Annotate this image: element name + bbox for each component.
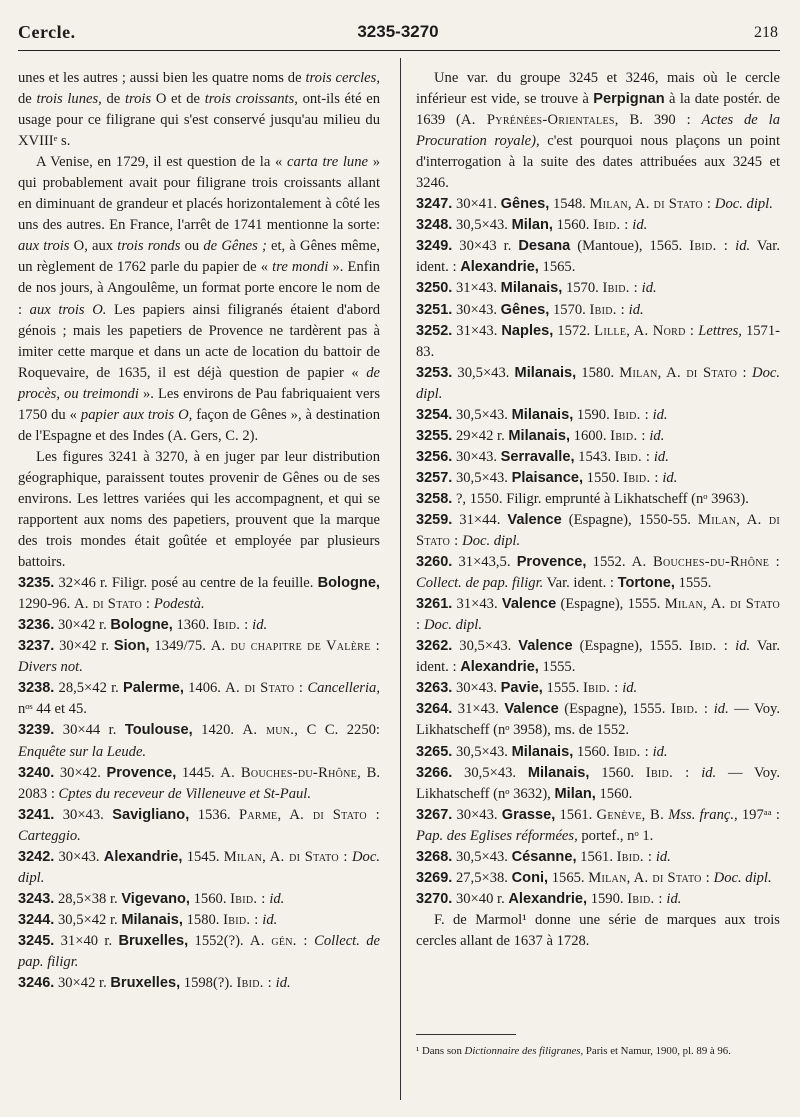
entry-sc: Milan, A. di Stato :	[416, 596, 780, 634]
entry-it: Cancelleria,	[303, 680, 380, 697]
entry-b: 1555.	[542, 680, 584, 697]
entry-it: id.	[658, 469, 678, 486]
entry-a: 30×43 r.	[452, 238, 519, 255]
entry-a: 30×43.	[452, 301, 501, 318]
entry-sc: Ibid. :	[613, 406, 649, 423]
entry-num: 3246.	[18, 975, 55, 992]
entry-sc: Parme, A. di Stato :	[238, 806, 380, 823]
header-rule	[18, 50, 780, 51]
entry-sc: Milan, A. di Stato :	[223, 848, 348, 865]
entry-sc: Ibid. :	[614, 448, 651, 465]
entry-list-right	[416, 194, 780, 910]
page-number: 218	[754, 24, 778, 41]
entry-place: Sion,	[113, 638, 150, 655]
entry-a: 27,5×38.	[452, 869, 512, 886]
entry-num: 3261.	[416, 596, 453, 613]
entry-place: Milanais,	[514, 364, 577, 381]
entry-a: 29×42 r.	[452, 427, 509, 444]
entry-place: Vigevano,	[121, 890, 190, 907]
entry-it: Collect. de pap. filigr.	[416, 575, 544, 592]
catalog-entry	[18, 973, 380, 994]
entry-place: Naples,	[501, 322, 554, 339]
entry-sc: Milan, A. di Stato :	[588, 869, 711, 886]
catalog-entry	[416, 889, 780, 910]
catalog-entry	[416, 678, 780, 699]
entry-num: 3237.	[18, 638, 55, 655]
entry-sc: A. di Stato :	[73, 596, 151, 613]
entry-it: Collect. de pap. filigr.	[18, 932, 380, 970]
entry-a: 30,5×43.	[452, 406, 512, 423]
entry-a: ?, 1550. Filigr. emprunté à Likhatscheff (nᵒ 3963).	[452, 490, 749, 507]
entry-place2: Alexandrie,	[460, 659, 539, 676]
entry-it: id.	[648, 743, 668, 760]
column-divider	[400, 58, 401, 1100]
entry-it: Doc. dipl.	[710, 869, 772, 886]
entry-num: 3252.	[416, 322, 453, 339]
catalog-entry	[416, 215, 780, 236]
entry-a: 32×46 r. Filigr. posé au centre de la feuille.	[54, 575, 318, 592]
entry-num: 3247.	[416, 196, 453, 213]
entry-place: Milanais,	[500, 280, 563, 297]
entry-d: 1565.	[538, 259, 576, 276]
catalog-entry	[18, 678, 380, 720]
catalog-entry	[18, 763, 380, 805]
entry-b: 1565.	[548, 869, 589, 886]
entry-it: id.	[258, 911, 278, 928]
header-section-title: Cercle.	[18, 22, 76, 42]
catalog-entry	[416, 594, 780, 636]
entry-b: 1536.	[189, 806, 239, 823]
entry-d: 1555.	[674, 575, 712, 592]
closing-paragraph: F. de Marmol¹ donne une série de marques aux trois cercles allant de 1637 à 1728.	[416, 911, 780, 949]
entry-a: 30×40 r.	[452, 890, 509, 907]
entry-num: 3250.	[416, 280, 453, 297]
entry-sc: A. Bouches-du-Rhône :	[631, 554, 780, 571]
entry-place2: Alexandrie,	[460, 259, 539, 276]
entry-a: 31×40 r.	[54, 932, 119, 949]
entry-place: Gênes,	[500, 301, 550, 318]
entry-a: 30×42 r.	[54, 975, 111, 992]
entry-place: Valence	[504, 701, 559, 718]
entry-sc: A. gén. :	[249, 932, 308, 949]
entry-place: Bologne,	[317, 575, 380, 592]
entry-it: Doc. dipl.	[458, 533, 521, 550]
entry-b: 1572.	[553, 322, 595, 339]
footnote: ¹ Dans son Dictionnaire des filigranes, Paris et Namur, 1900, pl. 89 à 96.	[416, 1045, 731, 1057]
entry-num: 3258.	[416, 490, 453, 507]
entry-num: 3245.	[18, 932, 55, 949]
entry-it: id.	[728, 238, 751, 255]
catalog-entry	[416, 636, 780, 678]
entry-num: 3259.	[416, 511, 453, 528]
entry-num: 3243.	[18, 890, 55, 907]
entry-place: Milan,	[511, 217, 553, 234]
entry-a: 31×44.	[452, 511, 508, 528]
entry-place: Serravalle,	[500, 448, 575, 465]
catalog-entry	[416, 552, 780, 594]
entry-sc: Ibid. :	[589, 301, 626, 318]
entry-place: Plaisance,	[511, 469, 584, 486]
entry-sc: Ibid. :	[689, 638, 729, 655]
entry-it: Divers not.	[18, 659, 83, 676]
entry-b: (Mantoue), 1565.	[570, 238, 690, 255]
catalog-entry	[416, 447, 780, 468]
entry-it: id.	[628, 217, 648, 234]
entry-a: 30,5×43.	[452, 764, 528, 781]
entry-it: id.	[652, 848, 671, 865]
entry-c: 197ᵃᵃ :	[737, 806, 780, 823]
entry-sc: Ibid. :	[212, 617, 249, 634]
entry-place: Bruxelles,	[118, 932, 189, 949]
entry-a: 30×42.	[54, 764, 107, 781]
entry-b: 1570.	[562, 280, 603, 297]
entry-sc: Ibid. :	[583, 680, 619, 697]
entry-place2: Tortone,	[617, 575, 675, 592]
entry-place2: Milan,	[554, 785, 596, 802]
entry-it: id.	[648, 406, 668, 423]
entry-place: Valence	[507, 511, 562, 528]
catalog-entry	[416, 805, 780, 847]
entry-b: 1445.	[176, 764, 221, 781]
entry-num: 3265.	[416, 743, 453, 760]
entry-d: 1555.	[538, 659, 576, 676]
entry-sc: Ibid. :	[627, 890, 663, 907]
entry-it: Carteggio.	[18, 827, 81, 844]
entry-num: 3248.	[416, 217, 453, 234]
entry-a: 31×43.	[452, 701, 505, 718]
entry-place: Gênes,	[500, 196, 550, 213]
entry-num: 3238.	[18, 680, 55, 697]
entry-b: 1545.	[182, 848, 224, 865]
entry-sc: Milan, A. di Stato :	[416, 511, 780, 550]
entry-sc: Milan, A. di Stato :	[589, 196, 712, 213]
entry-c: — Voy. Likhatscheff (nᵒ 3958), ms. de 1552.	[416, 701, 780, 739]
entry-place: Valence	[518, 638, 573, 655]
entry-it: id.	[272, 975, 291, 992]
entry-sc: Ibid. :	[223, 911, 259, 928]
entry-it: id.	[645, 427, 665, 444]
entry-b: 1580.	[576, 364, 620, 381]
entry-sc: Ibid. :	[645, 764, 690, 781]
entry-b: 1420.	[192, 722, 243, 739]
entry-b: 1560.	[573, 743, 614, 760]
entry-b: (Espagne), 1555.	[556, 596, 665, 613]
catalog-entry	[416, 300, 780, 321]
entry-sc: A. Bouches-du-Rhône,	[220, 764, 362, 781]
entry-num: 3254.	[416, 406, 453, 423]
entry-it: Podestà.	[150, 596, 205, 613]
entry-sc: Ibid. :	[689, 238, 729, 255]
entry-place: Milanais,	[527, 764, 590, 781]
entry-c: — Voy. Likhatscheff (nᵒ 3632),	[416, 764, 780, 802]
entry-place: Césanne,	[511, 848, 577, 865]
entry-place: Grasse,	[501, 806, 556, 823]
catalog-entry	[416, 321, 780, 363]
catalog-entry	[18, 889, 380, 910]
entry-it: Mss. franç.,	[664, 806, 738, 823]
entry-num: 3239.	[18, 722, 55, 739]
entry-a: 30,5×43.	[452, 638, 519, 655]
entry-num: 3268.	[416, 848, 453, 865]
entry-b: 1560.	[552, 217, 594, 234]
entry-b: (Espagne), 1550-55.	[561, 511, 698, 528]
entry-num: 3260.	[416, 554, 453, 571]
entry-c2: C C. 2250:	[298, 722, 380, 739]
entry-b: (Espagne), 1555.	[558, 701, 671, 718]
entry-c2: B. 2083 :	[18, 764, 380, 802]
entry-place: Alexandrie,	[103, 848, 183, 865]
entry-a: 28,5×38 r.	[54, 890, 122, 907]
entry-place: Milanais,	[511, 743, 574, 760]
running-header	[18, 18, 778, 48]
entry-it: Cptes du receveur de Villeneuve et St-Paul.	[58, 785, 312, 802]
entry-num: 3262.	[416, 638, 453, 655]
entry-b: (Espagne), 1555.	[572, 638, 690, 655]
entry-a: 30,5×42 r.	[54, 911, 122, 928]
entry-it: Enquête sur la Leude.	[18, 743, 147, 760]
entry-place: Provence,	[106, 764, 177, 781]
entry-it: id.	[728, 638, 751, 655]
entry-b: 1560.	[189, 890, 231, 907]
entry-sc: Ibid. :	[236, 975, 273, 992]
entry-it: Lettres,	[694, 322, 742, 339]
entry-it: id.	[625, 301, 644, 318]
catalog-entry	[18, 636, 380, 678]
catalog-entry	[18, 910, 380, 931]
entry-sc: Ibid. :	[602, 280, 638, 297]
entry-a: 31×43.	[452, 596, 502, 613]
entry-d: portef., nᵒ 1.	[577, 827, 654, 844]
entry-place: Palerme,	[123, 680, 184, 697]
entry-it: id.	[650, 448, 669, 465]
entry-b: 1560.	[589, 764, 646, 781]
paragraph-3: Les figures 3241 à 3270, à en juger par leur distribution géographique, paraissent toutes provenir de Gênes ou de ses environs. Les lettres variées qui les accompagnent, et qui se rapportent aux noms des papetiers, prouvent que la marque des trois mondes était goûtée et employée par plusieurs battoirs.	[18, 448, 380, 571]
entry-it: id.	[708, 701, 729, 718]
entry-num: 3242.	[18, 848, 55, 865]
entry-num: 3256.	[416, 448, 453, 465]
variant-note: Une var. du groupe 3245 et 3246, mais où le cercle inférieur est vide, se trouve à Perpignan à la date postér. de 1639 (A. Pyrénées-Orientales, B. 390 : Actes de la Procuration royale), c'est pourquoi nous plaçons un point d'interrogation à la suite des dates attribuées aux 3245 et 3246.	[416, 70, 781, 192]
entry-b: 1552(?).	[188, 932, 250, 949]
entry-b: 1570.	[549, 301, 590, 318]
entry-num: 3251.	[416, 301, 453, 318]
entry-it: Doc. dipl.	[416, 364, 780, 402]
entry-sc: Genève, B.	[596, 806, 665, 823]
entry-a: 30×42 r.	[54, 617, 111, 634]
entry-it: id.	[618, 680, 638, 697]
entry-it: id.	[265, 890, 285, 907]
catalog-entry	[416, 868, 780, 889]
entry-sc: Ibid. :	[610, 427, 646, 444]
paragraph-2: A Venise, en 1729, il est question de la « carta tre lune » qui probablement avait pour filigrane trois croissants allant en diminuant de grandeur et placés horizontalement à côté les uns des autres. En France, l'arrêt de 1741 mentionne la sorte: aux trois O, aux trois ronds ou de Gênes ; et, à Gênes même, un règlement de 1762 parle du papier de « tre mondi ». Enfin de nos jours, à Angoulême, un format porte encore le nom de : aux trois O. Les papiers ainsi filigranés étaient d'abord génois ; mais les papetiers de Provence ne tardèrent pas à imiter cette marque et dans un acte de location du battoir de Roquevaire, de 1635, il est déjà question de papier « de procès, ou treimondi ». Les environs de Pau fabriquaient vers 1750 du « papier aux trois O, façon de Gênes », à destination de l'Espagne et des Indes (A. Gers, C. 2).	[18, 154, 381, 444]
entry-c: Var. ident. :	[416, 638, 780, 676]
catalog-entry	[18, 615, 380, 636]
entry-num: 3235.	[18, 575, 55, 592]
entry-b: 1550.	[583, 469, 624, 486]
entry-place: Bologne,	[110, 617, 173, 634]
entry-it: Doc. dipl.	[420, 617, 482, 634]
entry-num: 3253.	[416, 364, 453, 381]
entry-a: 30,5×43.	[452, 364, 515, 381]
entry-a: 30,5×43.	[452, 848, 512, 865]
paragraph-1: unes et les autres ; aussi bien les quatre noms de trois cercles, de trois lunes, de trois O et de trois croissants, ont-ils été en usage pour ce filigrane qui s'est conservé jusqu'au milieu du XVIIIᵉ s.	[18, 70, 380, 150]
entry-b: 1598(?).	[180, 975, 237, 992]
entry-b: 1290-96.	[18, 596, 74, 613]
left-column	[18, 68, 380, 994]
entry-a: 30×43.	[452, 680, 501, 697]
entry-num: 3236.	[18, 617, 55, 634]
catalog-entry	[416, 426, 780, 447]
catalog-entry	[416, 405, 780, 426]
catalog-entry	[416, 489, 780, 510]
entry-b: 1600.	[570, 427, 611, 444]
footnote-rule	[416, 1034, 516, 1035]
entry-sc: Lille, A. Nord :	[594, 322, 695, 339]
entry-place: Milanais,	[511, 406, 574, 423]
entry-b: 1349/75.	[149, 638, 211, 655]
entry-num: 3264.	[416, 701, 453, 718]
entry-num: 3266.	[416, 764, 453, 781]
entry-sc: Ibid. :	[623, 469, 659, 486]
entry-d: 1560.	[595, 785, 633, 802]
catalog-entry	[18, 573, 380, 615]
right-column	[416, 68, 780, 952]
entry-b: 1552.	[586, 554, 632, 571]
entry-place: Desana	[518, 238, 571, 255]
entry-place: Savigliano,	[112, 806, 190, 823]
entry-place: Valence	[501, 596, 557, 613]
entry-sc: Ibid. :	[613, 743, 649, 760]
catalog-entry	[416, 236, 780, 278]
entry-a: 30×43.	[54, 848, 104, 865]
catalog-entry	[416, 699, 780, 741]
entry-place: Alexandrie,	[508, 890, 588, 907]
entry-sc: A. di Stato :	[225, 680, 304, 697]
entry-num: 3270.	[416, 890, 453, 907]
entry-a: 30,5×43.	[452, 743, 512, 760]
entry-place: Toulouse,	[124, 722, 193, 739]
catalog-entry	[416, 468, 780, 489]
entry-c: Var. ident. :	[416, 238, 780, 276]
entry-a: 30,5×43.	[452, 469, 512, 486]
entry-it: id.	[662, 890, 682, 907]
entry-c: nᵒˢ 44 et 45.	[18, 701, 87, 718]
catalog-entry	[416, 763, 780, 805]
entry-b: 1561.	[576, 848, 617, 865]
entry-num: 3257.	[416, 469, 453, 486]
entry-it: Doc. dipl.	[711, 196, 773, 213]
entry-a: 30×44 r.	[54, 722, 125, 739]
entry-b: 1360.	[172, 617, 213, 634]
entry-place: Pavie,	[500, 680, 543, 697]
entry-a: 30×42 r.	[54, 638, 114, 655]
entry-a: 30×43.	[54, 806, 113, 823]
entry-b: 1590.	[573, 406, 614, 423]
entry-num: 3249.	[416, 238, 453, 255]
entry-list-left	[18, 573, 380, 994]
catalog-entry	[416, 510, 780, 552]
entry-sc: A. mun.,	[242, 722, 299, 739]
entry-sc: Ibid. :	[230, 890, 266, 907]
entry-num: 3263.	[416, 680, 453, 697]
catalog-entry	[416, 278, 780, 299]
entry-b: 1580.	[182, 911, 224, 928]
catalog-entry	[18, 805, 380, 847]
entry-sc: Ibid. :	[593, 217, 629, 234]
entry-c: 1571-83.	[416, 322, 780, 360]
entry-a: 31×43,5.	[452, 554, 517, 571]
entry-a: 31×43.	[452, 280, 501, 297]
catalog-entry	[416, 363, 780, 405]
entry-sc: A. du chapitre de Valère :	[210, 638, 380, 655]
catalog-entry	[416, 194, 780, 215]
entry-b: 1406.	[183, 680, 226, 697]
catalog-entry	[416, 847, 780, 868]
entry-b: 1561.	[555, 806, 597, 823]
entry-a: 28,5×42 r.	[54, 680, 124, 697]
entry-num: 3240.	[18, 764, 55, 781]
entry-it: Doc. dipl.	[18, 848, 380, 886]
entry-place: Milanais,	[508, 427, 571, 444]
entry-b: 1590.	[587, 890, 628, 907]
entry-it: id.	[638, 280, 657, 297]
entry-b: 1543.	[574, 448, 615, 465]
entry-num: 3241.	[18, 806, 55, 823]
entry-b: 1548.	[549, 196, 590, 213]
catalog-entry	[416, 742, 780, 763]
entry-a: 31×43.	[452, 322, 502, 339]
catalog-entry	[18, 720, 380, 762]
entry-it: id.	[248, 617, 268, 634]
entry-place: Milanais,	[121, 911, 183, 928]
entry-it: id.	[689, 764, 717, 781]
entry-it2: Pap. des Eglises réformées,	[416, 827, 578, 844]
entry-num: 3267.	[416, 806, 453, 823]
entry-place: Provence,	[516, 554, 587, 571]
entry-a: 30×43.	[452, 448, 501, 465]
entry-a: 30×43.	[452, 806, 502, 823]
entry-sc: Milan, A. di Stato :	[619, 364, 747, 381]
entry-sc: Ibid. :	[670, 701, 709, 718]
entry-c: Var. ident. :	[543, 575, 618, 592]
entry-sc: Ibid. :	[616, 848, 653, 865]
header-range: 3235-3270	[357, 22, 439, 41]
entry-num: 3244.	[18, 911, 55, 928]
entry-place: Coni,	[511, 869, 549, 886]
entry-num: 3255.	[416, 427, 453, 444]
catalog-entry	[18, 931, 380, 973]
entry-a: 30×41.	[452, 196, 501, 213]
catalog-entry	[18, 847, 380, 889]
entry-num: 3269.	[416, 869, 453, 886]
entry-place: Bruxelles,	[110, 975, 181, 992]
entry-a: 30,5×43.	[452, 217, 512, 234]
